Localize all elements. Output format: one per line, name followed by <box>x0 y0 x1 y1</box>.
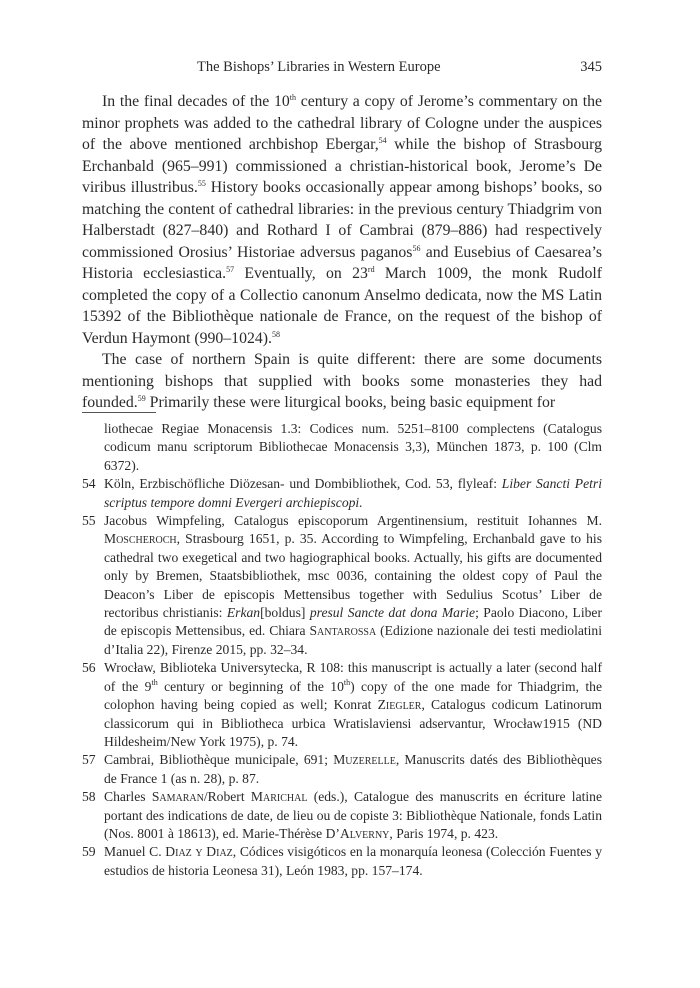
footnote-ref-57[interactable]: 57 <box>226 265 235 274</box>
paragraph-2: The case of northern Spain is quite different: there are some documents mentioning bishops that supplied with books some monasteries they had founded.$^{59}$ Primarily these were liturgical books, being basic equipment for <box>82 351 602 411</box>
footnote-number: 55 <box>82 513 96 529</box>
footnote-number: 59 <box>82 844 96 860</box>
running-title: The Bishops’ Libraries in Western Europe <box>197 59 441 75</box>
footnote-number: 57 <box>82 752 96 768</box>
footnote-number: 54 <box>82 476 96 492</box>
footnote-58: 58 Charles Samaran/Robert Marichal (eds.), Catalogue des manuscrits en écriture latine portant des indications de date, de lieu ou de copiste 3: Bibliothèque Nationale, fonds Latin (Nos. 8001 à 18613), ed. Marie-Thérèse D’Alverny, Paris 1974, p. 423. <box>82 789 602 841</box>
footnote-ref-58[interactable]: 58 <box>271 329 280 339</box>
footnote-ref-54[interactable]: 54 <box>378 136 387 145</box>
footnote-57: 57 Cambrai, Bibliothèque municipale, 691; Muzerelle, Manuscrits datés des Bibliothèques de France 1 (as n. 28), p. 87. <box>82 752 602 786</box>
footnote-separator <box>82 412 156 413</box>
footnote-56: 56 Wrocław, Biblioteka Universytecka, R 108: this manuscript is actually a later (second half of the 9th century or beginning of the 10th) copy of the one made for Thiadgrim, the colophon having being copied as well; Konrat Ziegler, Catalogus codicum Latinorum classicorum qui in Bibliotheca urbica Wratislaviensi adservantur, Wrocław1915 (ND Hildesheim/New York 1975), p. 74. <box>82 660 602 749</box>
running-header <box>82 59 602 79</box>
footnote-59: 59 Manuel C. Diaz y Diaz, Códices visigóticos en la monarquía leonesa (Colección Fuentes y estudios de historia Leonesa 31), León 1983, pp. 157–174. <box>82 844 602 878</box>
paragraph-1: In the final decades of the 10th century a copy of Jerome’s commentary on the minor prophets was added to the cathedral library of Cologne under the auspices of the above mentioned archbishop Ebergar,$^{54}$ while the bishop of Strasbourg Erchanbald (965–991) commissioned a christian-historical book, Jerome’s De viribus illustribus.$^{55}$ History books occasionally appear among bishops’ books, so matching the content of cathedral libraries: in the previous century Thiadgrim von Halberstadt (827–840) and Rothard I of Cambrai (879–886) had respectively commissioned Orosius’ Historiae adversus paganos$^{56}$ and Eusebius of Caesarea’s Historia ecclesiastica.$^{57}$ Eventually, on 23rd March 1009, the monk Rudolf completed the copy of a Collectio canonum Anselmo dedicata, now the MS Latin 15392 of the Bibliothèque nationale de France, on the request of the bishop of Verdun Haymont (990–1024).$^{58}$ <box>82 93 602 347</box>
footnote-ref-55[interactable]: 55 <box>197 179 206 188</box>
footnote-number: 58 <box>82 789 96 805</box>
footnote-55: 55 Jacobus Wimpfeling, Catalogus episcoporum Argentinensium, restituit Iohannes M. Moscheroch, Strasbourg 1651, p. 35. According to Wimpfeling, Erchanbald gave to his cathedral two exegetical and two hagiographical books. Actually, his gifts are documented only by Bremen, Staatsbibliothek, msc 0036, containing the oldest copy of Paul the Deacon’s Liber de episcopis Mettensibus together with Sedulius Scotus’ Liber de rectoribus christianis: Erkan[boldus] presul Sancte dat dona Marie; Paolo Diacono, Liber de episcopis Mettensibus, ed. Chiara Santarossa (Edizione nazionale dei testi mediolatini d’Italia 22), Firenze 2015, pp. 32–34. <box>82 513 603 657</box>
footnote-ref-56[interactable]: 56 <box>412 243 421 253</box>
footnotes <box>82 420 602 880</box>
footnote-54: 54 Köln, Erzbischöfliche Diözesan- und Dombibliothek, Cod. 53, flyleaf: Liber Sancti Petri scriptus tempore domni Evergeri archiepiscopi. <box>82 476 602 510</box>
main-text <box>82 91 602 414</box>
footnote-continued: liothecae Regiae Monacensis 1.3: Codices num. 5251–8100 complectens (Catalogus codicum manu scriptorum Bibliothecae Monacensis 3,3), München 1873, p. 100 (Clm 6372). <box>104 421 602 473</box>
footnote-number: 56 <box>82 660 96 676</box>
footnote-ref-59[interactable]: 59 <box>137 394 146 403</box>
ordinal-superscript: rd <box>367 265 375 274</box>
ordinal-superscript: th <box>289 93 297 102</box>
page-number: 345 <box>580 59 602 75</box>
